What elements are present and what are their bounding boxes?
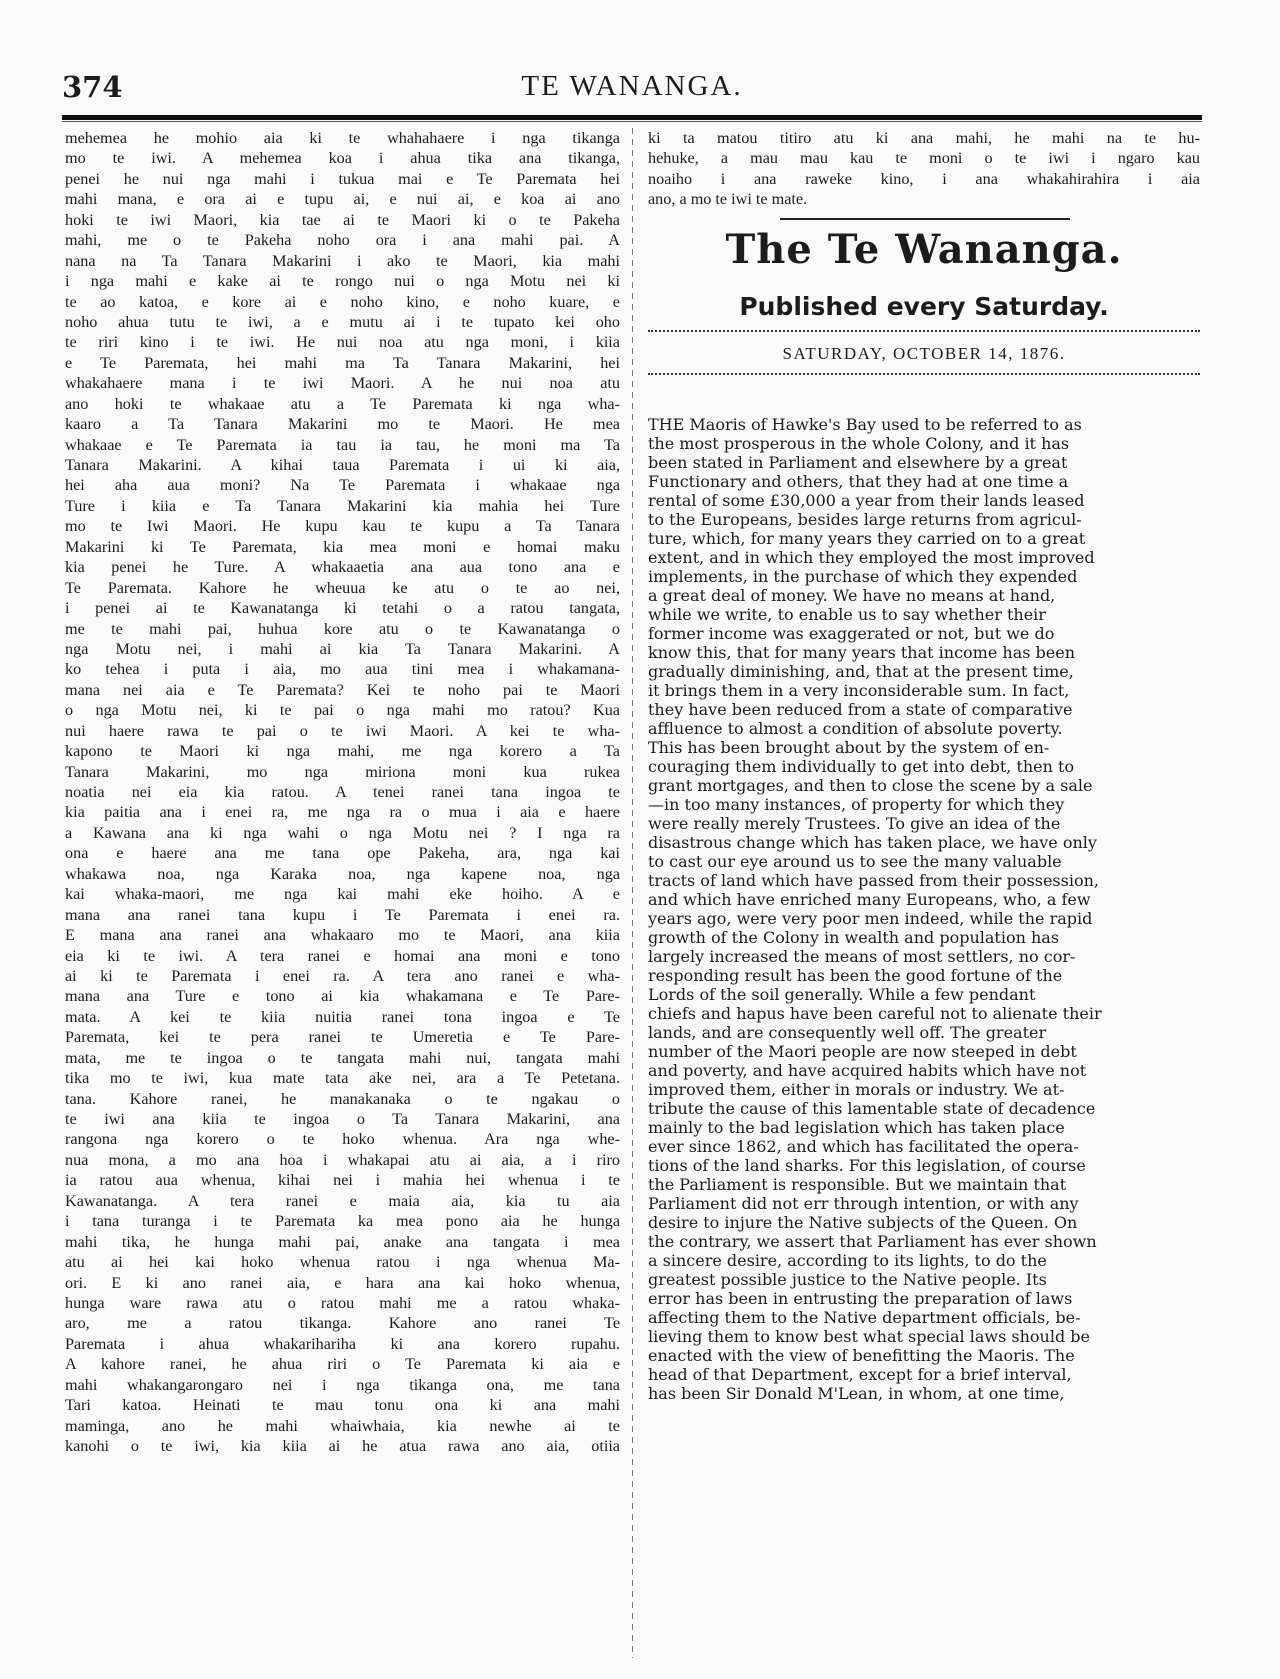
text-line: kaaro a Ta Tanara Makarini mo te Maori. He mea — [65, 415, 620, 434]
editorial-line: has been Sir Donald M'Lean, in whom, at one time, — [648, 1384, 1065, 1403]
text-line: mahi, me o te Pakeha noho ora i ana mahi pai. A — [65, 231, 620, 250]
right-column-continuation — [648, 128, 1200, 210]
editorial-line: enacted with the view of benefitting the Maoris. The — [648, 1346, 1075, 1365]
text-line: mana ana Ture e tono ai kia whakamana e Te Pare- — [65, 987, 620, 1006]
text-line: nga Motu nei, i mahi ai kia Ta Tanara Makarini. A — [65, 639, 620, 658]
editorial-line: to the Europeans, besides large returns from agricul- — [648, 510, 1082, 529]
editorial-line: a sincere desire, according to its lights, to do the — [648, 1251, 1047, 1270]
text-line: mahi mana, e ora ai e tupu ai, e nui ai, e koa ai ano — [65, 190, 620, 209]
text-line: mana ana ranei tana kupu i Te Paremata i enei ra. — [65, 905, 620, 924]
editorial-line: —in too many instances, of property for which they — [648, 795, 1065, 814]
text-line: whakawa noa, nga Karaka noa, nga kapene noa, nga — [65, 864, 620, 883]
editorial-line: affluence to almost a condition of absolute poverty. — [648, 719, 1063, 738]
text-line: noaiho i ana raweke kino, i ana whakahirahira i aia — [648, 169, 1200, 188]
text-line: rangona nga korero o te hoko whenua. Ara nga whe- — [65, 1130, 620, 1149]
text-line: kia paitia ana i enei ra, me nga ra o mua i aia e haere — [65, 803, 620, 822]
text-line: atu ai hei kai hoko whenua ratou i nga whenua Ma- — [65, 1253, 620, 1272]
editorial-line: rental of some £30,000 a year from their lands leased — [648, 491, 1085, 510]
editorial-line: been stated in Parliament and elsewhere by a great — [648, 453, 1068, 472]
page-header — [62, 62, 1202, 114]
editorial-line: and poverty, and have acquired habits which have not — [648, 1061, 1087, 1080]
editorial-line: lands, and are consequently well off. The greater — [648, 1023, 1047, 1042]
editorial-line: they have been reduced from a state of comparative — [648, 700, 1073, 719]
header-rule-thin — [62, 121, 1202, 122]
page-number: 374 — [62, 70, 123, 104]
text-line: mehemea he mohio aia ki te whahahaere i nga tikanga — [65, 129, 620, 147]
editorial-line: tribute the cause of this lamentable state of decadence — [648, 1099, 1096, 1118]
text-line: Ture i kiia e Ta Tanara Makarini kia mahia hei Ture — [65, 496, 620, 515]
editorial-line: chiefs and hapus have been careful not to alienate their — [648, 1004, 1102, 1023]
editorial-line: greatest possible justice to the Native people. Its — [648, 1270, 1047, 1289]
text-line: kanohi o te iwi, kia kiia ai he atua rawa ano aia, otiia — [65, 1437, 620, 1455]
text-line: Paremata, kei te pera ranei te Umeretia e Te Pare- — [65, 1028, 620, 1047]
text-line: Tanara Makarini. A kihai taua Paremata i ui ki aia, — [65, 456, 620, 474]
text-line: Tari katoa. Heinati te mau tonu ona ki ana mahi — [65, 1396, 620, 1415]
editorial-line: lieving them to know best what special laws should be — [648, 1327, 1091, 1346]
editorial-line: Parliament did not err through intention, or with any — [648, 1194, 1079, 1213]
editorial-line: and which have enriched many Europeans, who, a few — [648, 890, 1091, 909]
masthead-rule-top — [780, 218, 1070, 220]
text-line: ai ki te Paremata i enei ra. A tera ano ranei e wha- — [65, 966, 620, 985]
editorial-line: a great deal of money. We have no means at hand, — [648, 586, 1056, 605]
text-line: hehuke, a mau mau kau te moni o te iwi i ngaro kau — [648, 149, 1200, 168]
editorial-line: couraging them individually to get into debt, then to — [648, 757, 1075, 776]
left-column — [65, 128, 620, 1456]
text-line: kia penei he Ture. A whakaaetia ana aua tono ana e — [65, 558, 620, 577]
text-line: i tana turanga i te Paremata ka mea pono aia he hunga — [65, 1212, 620, 1231]
text-line: maminga, ano he mahi whaiwhaia, kia newhe ai te — [65, 1416, 620, 1435]
text-line: hunga ware rawa atu o ratou mahi me a ratou whaka- — [65, 1293, 620, 1312]
text-line: a Kawana ana ki nga wahi o nga Motu nei ? I nga ra — [65, 823, 620, 842]
text-line: ko tehea i puta i aia, mo aua tini mea i whakamana- — [65, 660, 620, 679]
text-line: A kahore ranei, he ahua riri o Te Paremata ki aia e — [65, 1355, 620, 1374]
editorial-line: years ago, were very poor men indeed, while the rapid — [648, 909, 1093, 928]
text-line: ona e haere ana me tana ope Pakeha, ara, nga kai — [65, 844, 620, 863]
text-line: kai whaka-maori, me nga kai mahi eke hoiho. A e — [65, 885, 620, 904]
editorial-line: tions of the land sharks. For this legislation, of course — [648, 1156, 1086, 1175]
text-line: mana nei aia e Te Paremata? Kei te noho pai te Maori — [65, 680, 620, 699]
editorial-line: former income was exaggerated or not, but we do — [648, 624, 1055, 643]
editorial-line: error has been in entrusting the preparation of laws — [648, 1289, 1073, 1308]
text-line: hei aha aua moni? Na Te Paremata i whakaae nga — [65, 476, 620, 495]
editorial-line: the Parliament is responsible. But we maintain that — [648, 1175, 1067, 1194]
editorial-line: Lords of the soil generally. While a few pendant — [648, 985, 1036, 1004]
text-line: te iwi ana kiia te ingoa o Ta Tanara Makarini, ana — [65, 1110, 620, 1128]
text-line: Tanara Makarini, mo nga miriona moni kua rukea — [65, 762, 620, 781]
column-divider — [632, 128, 633, 1658]
text-line: te ao katoa, e kore ai e noho kino, e noho kuare, e — [65, 292, 620, 311]
editorial-line: affecting them to the Native department officials, be- — [648, 1308, 1081, 1327]
editorial-line: mainly to the bad legislation which has taken place — [648, 1118, 1065, 1137]
editorial-line: the contrary, we assert that Parliament has ever shown — [648, 1232, 1097, 1251]
masthead: The Te Wananga. — [725, 226, 1123, 273]
text-line: mo te Iwi Maori. He kupu kau te kupu a Ta Tanara — [65, 517, 620, 536]
text-line: mahi tika, he hunga mahi pai, anake ana tangata i mea — [65, 1232, 620, 1251]
editorial-line: responding result has been the good fortune of the — [648, 966, 1063, 985]
text-line: nana na Ta Tanara Makarini i ako te Maori, kia mahi — [65, 251, 620, 270]
text-line: me te mahi pai, huhua kore atu o te Kawanatanga o — [65, 619, 620, 638]
editorial-line: grant mortgages, and then to close the scene by a sale — [648, 776, 1093, 795]
editorial-line: extent, and in which they employed the most improved — [648, 548, 1095, 567]
text-line: kapono te Maori ki nga mahi, me nga korero a Ta — [65, 742, 620, 761]
text-line: ki ta matou titiro atu ki ana mahi, he mahi na te hu- — [648, 129, 1200, 147]
text-line: Kawanatanga. A tera ranei e maia aia, kia tu aia — [65, 1191, 620, 1210]
header-rule — [62, 115, 1202, 120]
editorial-line: to cast our eye around us to see the many valuable — [648, 852, 1062, 871]
dotted-rule-top — [648, 330, 1200, 332]
text-line: o nga Motu nei, ki te pai o nga mahi mo ratou? Kua — [65, 701, 620, 720]
text-line: te riri kino i te iwi. He nui noa atu nga moni, i kiia — [65, 333, 620, 352]
text-line: eia ki te iwi. A tera ranei e homai ana moni e tono — [65, 946, 620, 965]
issue-date: SATURDAY, OCTOBER 14, 1876. — [782, 344, 1066, 363]
editorial-line: tracts of land which have passed from their possession, — [648, 871, 1099, 890]
text-line: tika mo te iwi, kua mate tata ake nei, ara a Te Petetana. — [65, 1069, 620, 1088]
editorial-line: largely increased the means of most settlers, no cor- — [648, 947, 1076, 966]
text-line: noatia nei eia kia ratou. A tenei ranei tana ingoa te — [65, 783, 620, 801]
editorial-line: This has been brought about by the system of en- — [648, 738, 1050, 757]
text-line: mata, me te ingoa o te tangata mahi nui, tangata mahi — [65, 1048, 620, 1067]
text-line: tana. Kahore ranei, he manakanaka o te ngakau o — [65, 1089, 620, 1108]
editorial-line: implements, in the purchase of which they expended — [648, 567, 1078, 586]
dotted-rule-bottom — [648, 373, 1200, 375]
text-line: aro, me a ratou tikanga. Kahore ano ranei Te — [65, 1314, 620, 1333]
published-every-saturday: Published every Saturday. — [739, 292, 1109, 321]
editorial-line: the most prosperous in the whole Colony, and it has — [648, 434, 1070, 453]
editorial-line: know this, that for many years that income has been — [648, 643, 1076, 662]
text-line: whakahaere mana i te iwi Maori. A he nui noa atu — [65, 374, 620, 393]
editorial-line: disastrous change which has taken place, we have only — [648, 833, 1097, 852]
text-line: penei he nui nga mahi i tukua mai e Te Paremata hei — [65, 169, 620, 188]
editorial-line: were really merely Trustees. To give an idea of the — [648, 814, 1061, 833]
text-line: noho ahua tutu te iwi, a e mutu ai i te tupato kei oho — [65, 312, 620, 331]
text-line: ia ratou aua whenua, kihai nei i mahia hei whenua i te — [65, 1171, 620, 1190]
text-line: mo te iwi. A mehemea koa i ahua tika ana tikanga, — [65, 149, 620, 168]
text-line: nui haere rawa te pai o te iwi Maori. A kei te wha- — [65, 721, 620, 740]
editorial-column — [648, 415, 1200, 1403]
editorial-line: gradually diminishing, and, that at the present time, — [648, 662, 1074, 681]
text-line: hoki te iwi Maori, kia tae ai te Maori ki o te Pakeha — [65, 210, 620, 229]
text-line: e Te Paremata, hei mahi ma Ta Tanara Makarini, hei — [65, 353, 620, 372]
text-line: Te Paremata. Kahore he wheuua ke atu o te ao nei, — [65, 578, 620, 597]
editorial-line: ever since 1862, and which has facilitated the opera- — [648, 1137, 1079, 1156]
text-line: whakaae e Te Paremata ia tau ia tau, he moni ma Ta — [65, 435, 620, 454]
text-line: mata. A kei te kiia nuitia ranei tona ingoa e Te — [65, 1007, 620, 1026]
editorial-line: it brings them in a very inconsiderable sum. In fact, — [648, 681, 1070, 700]
text-line: E mana ana ranei ana whakaaro mo te Maori, ana kiia — [65, 926, 620, 945]
editorial-line: while we write, to enable us to say whether their — [648, 605, 1046, 624]
editorial-line: ture, which, for many years they carried on to a great — [648, 529, 1086, 548]
text-line: i nga mahi e kake ai te rongo nui o nga Motu nei ki — [65, 272, 620, 291]
editorial-line: improved them, either in morals or industry. We at- — [648, 1080, 1065, 1099]
editorial-line: head of that Department, except for a brief interval, — [648, 1365, 1072, 1384]
newspaper-title: TE WANANGA. — [521, 70, 743, 102]
editorial-line: THE Maoris of Hawke's Bay used to be referred to as — [648, 415, 1082, 434]
editorial-line: desire to injure the Native subjects of the Queen. On — [648, 1213, 1078, 1232]
text-line: i penei ai te Kawanatanga ki tetahi o a ratou tangata, — [65, 599, 620, 618]
text-line: ori. E ki ano ranei aia, e hara ana kai hoko whenua, — [65, 1273, 620, 1292]
text-line: Makarini ki Te Paremata, kia mea moni e homai maku — [65, 537, 620, 556]
text-line: ano hoki te whakaae atu a Te Paremata ki nga wha- — [65, 394, 620, 413]
text-line: Paremata i ahua whakarihariha ki ana korero rupahu. — [65, 1334, 620, 1353]
text-line: nua mona, a mo ana hoa i whakapai atu ai aia, a i riro — [65, 1150, 620, 1169]
editorial-line: growth of the Colony in wealth and population has — [648, 928, 1060, 947]
text-line: ano, a mo te iwi te mate. — [648, 190, 808, 209]
editorial-line: Functionary and others, that they had at one time a — [648, 472, 1069, 491]
editorial-line: number of the Maori people are now steeped in debt — [648, 1042, 1077, 1061]
text-line: mahi whakangarongaro nei i nga tikanga ona, me tana — [65, 1375, 620, 1394]
